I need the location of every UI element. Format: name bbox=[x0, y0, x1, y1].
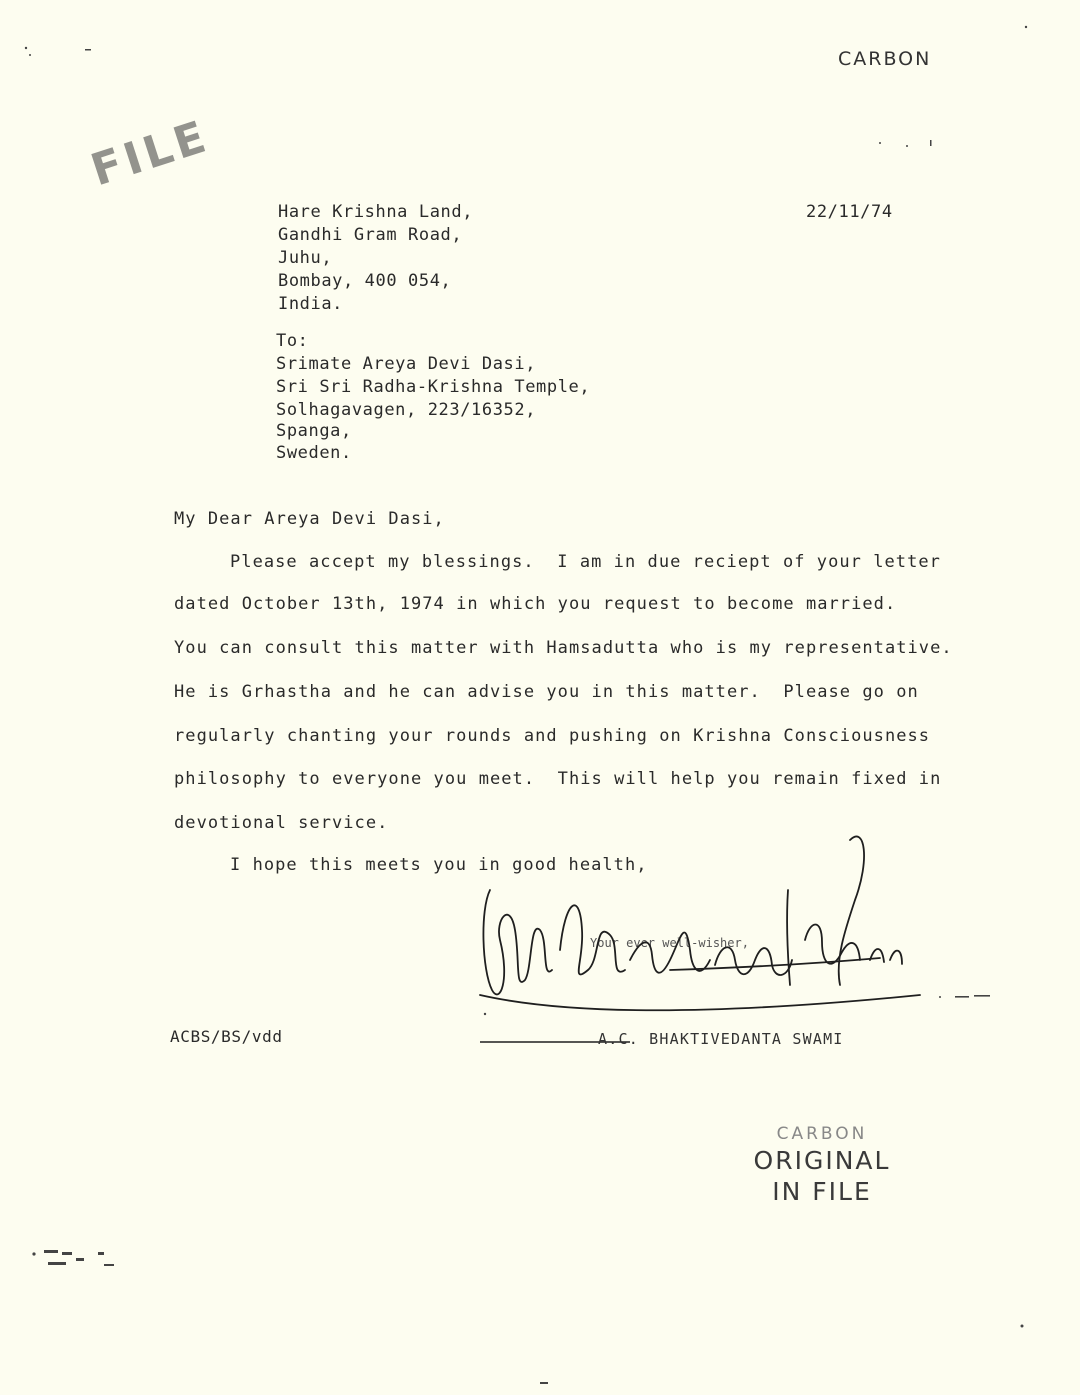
stamp-original-label: ORIGINAL bbox=[753, 1146, 891, 1175]
stamp-in-file-label: IN FILE bbox=[772, 1177, 872, 1206]
body-line: He is Grhastha and he can advise you in this matter. Please go on bbox=[174, 682, 919, 702]
letter-date: 22/11/74 bbox=[806, 202, 893, 222]
recipient-line: Srimate Areya Devi Dasi, bbox=[276, 354, 537, 374]
sender-address-line: Gandhi Gram Road, bbox=[278, 225, 463, 245]
body-line: devotional service. bbox=[174, 813, 389, 833]
sender-address-line: Bombay, 400 054, bbox=[278, 271, 452, 291]
recipient-line: Spanga, bbox=[276, 421, 352, 441]
carbon-stamp-top: CARBON bbox=[838, 48, 932, 70]
body-line: dated October 13th, 1974 in which you request to become married. bbox=[174, 594, 897, 614]
recipient-line: Solhagavagen, 223/16352, bbox=[276, 400, 537, 420]
to-label: To: bbox=[276, 331, 309, 351]
closing-hope: I hope this meets you in good health, bbox=[230, 855, 648, 875]
sender-address-line: Hare Krishna Land, bbox=[278, 202, 474, 222]
stamp-carbon-label: CARBON bbox=[776, 1124, 868, 1144]
body-line: You can consult this matter with Hamsadutta who is my representative. bbox=[174, 638, 953, 658]
closing-phrase: Your ever well-wisher, bbox=[590, 936, 749, 950]
recipient-line: Sweden. bbox=[276, 443, 352, 463]
recipient-line: Sri Sri Radha-Krishna Temple, bbox=[276, 377, 591, 397]
body-line: regularly chanting your rounds and pushing on Krishna Consciousness bbox=[174, 726, 931, 746]
body-line: Please accept my blessings. I am in due reciept of your letter bbox=[230, 552, 941, 572]
salutation: My Dear Areya Devi Dasi, bbox=[174, 509, 445, 529]
file-stamp: FILE bbox=[85, 110, 216, 197]
reference-initials: ACBS/BS/vdd bbox=[170, 1027, 283, 1046]
body-line: philosophy to everyone you meet. This will help you remain fixed in bbox=[174, 769, 942, 789]
sender-address-line: Juhu, bbox=[278, 248, 333, 268]
sender-address-line: India. bbox=[278, 294, 344, 314]
typed-name: A.C. BHAKTIVEDANTA SWAMI bbox=[598, 1030, 844, 1048]
